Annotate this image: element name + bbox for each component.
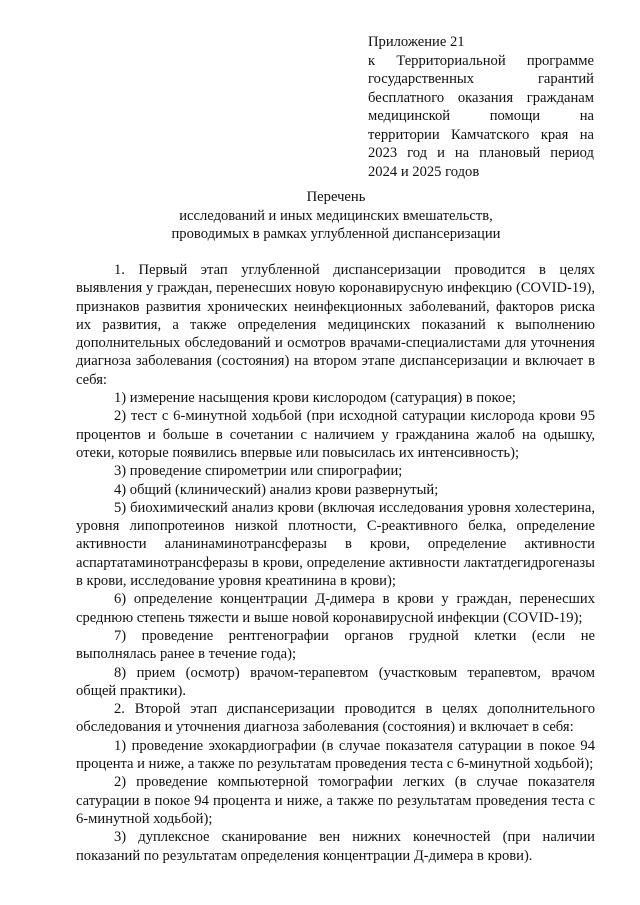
appendix-number: Приложение 21 — [368, 34, 465, 50]
list-item-1-4: 4) общий (клинический) анализ крови развернутый; — [114, 481, 439, 498]
list-item-1-3: 3) проведение спирометрии или спирографии; — [114, 463, 403, 480]
paragraph-stage-1: 1. Первый этап углубленной диспансеризации проводится в целях выявления у граждан, перенесших новую коронавирусную инфекцию (COVID-19), признаков развития хронических неинфекционных заболеваний, факторов риска их развития, а также определения медицинских показаний к выполнению дополнительных обследований и осмотров врачами-специалистами для уточнения диагноза заболевания (состояния) на втором этапе диспансеризации и включает в себя: — [76, 262, 595, 388]
document-title — [76, 188, 596, 244]
document-body — [76, 261, 595, 865]
list-item-1-8: 8) прием (осмотр) врачом-терапевтом (участковым терапевтом, врачом общей практики). — [76, 664, 595, 699]
list-item-1-7: 7) проведение рентгенографии органов грудной клетки (если не выполнялась ранее в течение года); — [76, 627, 595, 663]
list-item-2-1: 1) проведение эхокардиографии (в случае показателя сатурации в покое 94 процента и ниже, а также по результатам проведения теста с 6-минутной ходьбой); — [76, 737, 595, 773]
list-item-1-5: 5) биохимический анализ крови (включая исследования уровня холестерина, уровня липопротеинов низкой плотности, С-реактивного белка, определение активности аланинаминотрансферазы в крови, определение активности аспартатаминотрансферазы в крови, определение активности лактатдегидрогеназы в крови, исследование уровня креатинина в крови); — [76, 499, 595, 590]
appendix-reference: к Территориальной программе государственных гарантий бесплатного оказания гражданам медицинской помощи на территории Камчатского края на 2023 год и на плановый период 2024 и 2025 годов — [368, 52, 594, 180]
list-item-2-3: 3) дуплексное сканирование вен нижних конечностей (при наличии показаний по результатам определения концентрации Д-димера в крови). — [76, 829, 595, 864]
list-item-1-2: 2) тест с 6-минутной ходьбой (при исходной сатурации кислорода крови 95 процентов и больше в сочетании с наличием у гражданина жалоб на одышку, отеки, которые появились впервые или повысилась их интенсивность); — [76, 408, 595, 461]
list-item-1-6: 6) определение концентрации Д-димера в крови у граждан, перенесших среднюю степень тяжести и выше новой коронавирусной инфекции (COVID-19); — [76, 591, 595, 626]
list-item-2-2: 2) проведение компьютерной томографии легких (в случае показателя сатурации в покое 94 процента и ниже, а также по результатам проведения теста с 6-минутной ходьбой); — [76, 774, 595, 827]
appendix-header — [368, 33, 594, 181]
title-line-2: исследований и иных медицинских вмешательств, — [179, 207, 493, 224]
title-line-3: проводимых в рамках углубленной диспансеризации — [171, 226, 501, 242]
title-line-1: Перечень — [306, 189, 366, 205]
list-item-1-1: 1) измерение насыщения крови кислородом (сатурация) в покое; — [114, 390, 516, 407]
paragraph-stage-2: 2. Второй этап диспансеризации проводится в целях дополнительного обследования и уточнения диагноза заболевания (состояния) и включает в себя: — [76, 701, 595, 736]
